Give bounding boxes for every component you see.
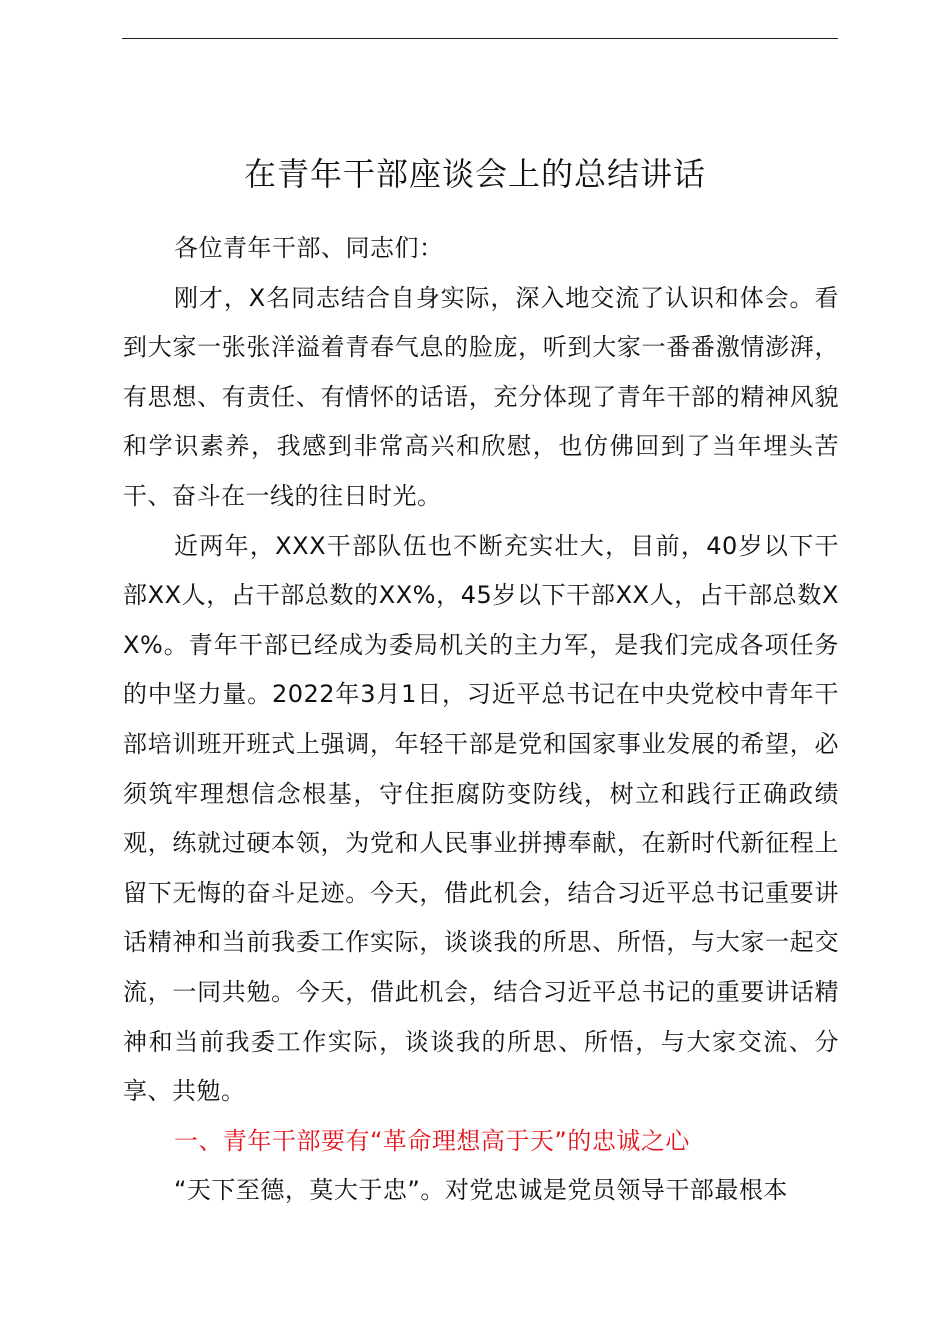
document-title: 在青年干部座谈会上的总结讲话 [243, 155, 706, 193]
paragraph-1: 刚才，X名同志结合自身实际，深入地交流了认识和体会。看到大家一张张洋溢着青春气息的脸庞，听到大家一番番激情澎湃，有思想、有责任、有情怀的话语，充分体现了青年干部的精神风貌和学识素养，我感到非常高兴和欣慰，也仿佛回到了当年埋头苦干、奋斗在一线的往日时光。 [123, 283, 839, 510]
paragraph-2: 近两年，XXX干部队伍也不断充实壮大，目前，40岁以下干部XX人，占干部总数的XX%，45岁以下干部XX人，占干部总数XX%。青年干部已经成为委局机关的主力军，是我们完成各项任务的中坚力量。2022年3月1日，习近平总书记在中央党校中青年干部培训班开班式上强调，年轻干部是党和国家事业发展的希望，必须筑牢理想信念根基，守住拒腐防变防线，树立和践行正确政绩观，练就过硬本领，为党和人民事业拼搏奉献，在新时代新征程上留下无悔的奋斗足迹。今天，借此机会，结合习近平总书记重要讲话精神和当前我委工作实际，谈谈我的所思、所悟，与大家一起交流，一同共勉。今天，借此机会，结合习近平总书记的重要讲话精神和当前我委工作实际，谈谈我的所思、所悟，与大家交流、分享、共勉。 [123, 531, 839, 1106]
salutation: 各位青年干部、同志们： [174, 234, 444, 262]
document-body [123, 224, 839, 1216]
section-heading-1: 一、青年干部要有“革命理想高于天”的忠诚之心 [174, 1126, 690, 1155]
paragraph-3: “天下至德，莫大于忠”。对党忠诚是党员领导干部最根本 [174, 1176, 788, 1205]
header-rule [122, 38, 838, 39]
